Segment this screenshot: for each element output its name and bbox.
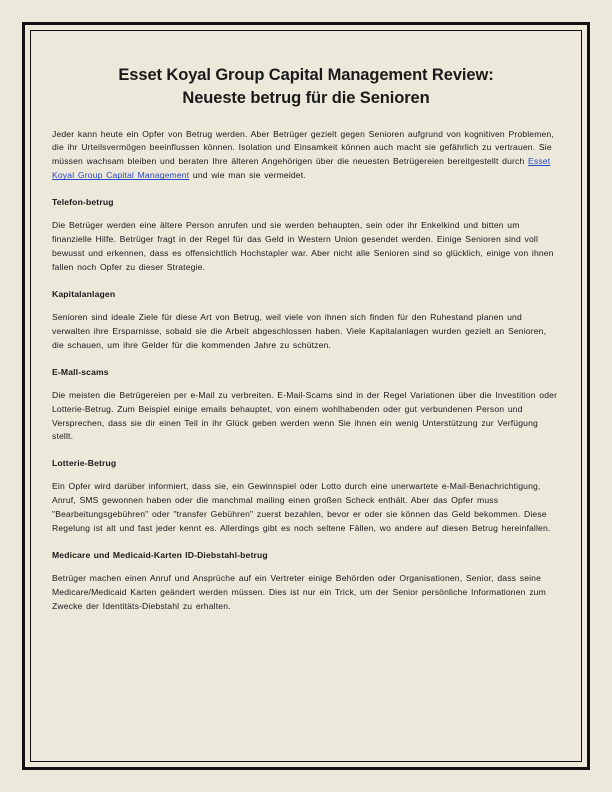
- document-content: [52, 50, 560, 628]
- section-heading-email-scams: E-Mall-scams: [52, 366, 109, 377]
- section-heading-telefon-betrug: Telefon-betrug: [52, 197, 114, 208]
- page-title-line-1: Esset Koyal Group Capital Management Review:: [118, 66, 494, 84]
- intro-paragraph: [52, 128, 560, 184]
- section-body-email-scams: Die meisten die Betrügereien per e-Mail zu verbreiten. E-Mail-Scams sind in der Regel Variationen über die Investition oder Lotterie-Betrug. Zum Beispiel einige emails behauptet, von einem wohlhabenden oder gut verbundenen Person und Versprechen, dass sie dir einen Teil in ihr Glück geben werden wenn Sie ihnen ein wenig Unterstützung zur Verfügung stellt.: [52, 389, 558, 442]
- page-title: [52, 64, 560, 110]
- section-body-telefon-betrug: Die Betrüger werden eine ältere Person anrufen und sie werden behaupten, sein oder ihr Enkelkind und bitten um finanzielle Hilfe. Betrüger fragt in der Regel für das Geld in Western Union gesendet werden. Einige Senioren sind voll bewusst und erkennen, dass es offensichtlich Hochstapler war. Aber nicht alle Senioren sind so glücklich, einige von ihnen fallen noch Opfer zu dieser Strategie.: [52, 220, 554, 272]
- intro-text-before-link: Jeder kann heute ein Opfer von Betrug werden. Aber Betrüger gezielt gegen Senioren aufgrund von kognitiven Problemen, die ihr Urteilsvermögen beeinflussen können. Isolation und Einsamkeit können auch macht sie gefährlich zu vertrauen. Sie müssen wachsam bleiben und beraten Ihre älteren Angehörigen über die neuesten Betrügereien bereitgestellt durch: [52, 128, 554, 167]
- section-heading-kapitalanlagen: Kapitalanlagen: [52, 288, 116, 299]
- intro-text-after-link: und wie man sie vermeidet.: [189, 170, 306, 181]
- esset-koyal-group-link[interactable]: Esset Koyal Group Capital Management: [52, 156, 551, 181]
- section-heading-lotterie-betrug: Lotterie-Betrug: [52, 458, 117, 469]
- page-title-line-2: Neueste betrug für die Senioren: [182, 88, 430, 107]
- section-body-kapitalanlagen: Senioren sind ideale Ziele für diese Art von Betrug, weil viele von ihnen sich finden für den Ruhestand planen und verwalten ihre Ersparnisse, sobald sie die Arbeit abgeschlossen haben. Viele Kapitalanlagen wurden gezielt an Senioren, die schauen, um ihre Gelder für die kommenden Jahre zu schützen.: [52, 311, 547, 350]
- section-body-lotterie-betrug: Ein Opfer wird darüber informiert, dass sie, ein Gewinnspiel oder Lotto durch eine unerwartete e-Mail-Benachrichtigung, Anruf, SMS gewonnen haben oder die manchmal mailing einen großen Scheck enthält. Aber das Opfer muss "Bearbeitungsgebühren" oder "transfer Gebühren" zuerst bezahlen, bevor er oder sie können das Geld bekommen. Diese Regelung ist alt und fast jeder kennt es. Allerdings gibt es noch seltene Fällen, wo andere auf diesen Betrug hereinfallen.: [52, 481, 551, 534]
- section-body-medicare-medicaid: Betrüger machen einen Anruf und Ansprüche auf ein Vertreter einige Behörden oder Organisationen, Senior, dass seine Medicare/Medicaid Karten geändert werden müssen. Dies ist nur ein Trick, um der Senior persönliche Informationen zum Zwecke der Identitäts-Diebstahl zu erhalten.: [52, 573, 546, 611]
- section-heading-medicare-medicaid: Medicare und Medicaid-Karten ID-Diebstahl-betrug: [52, 550, 268, 561]
